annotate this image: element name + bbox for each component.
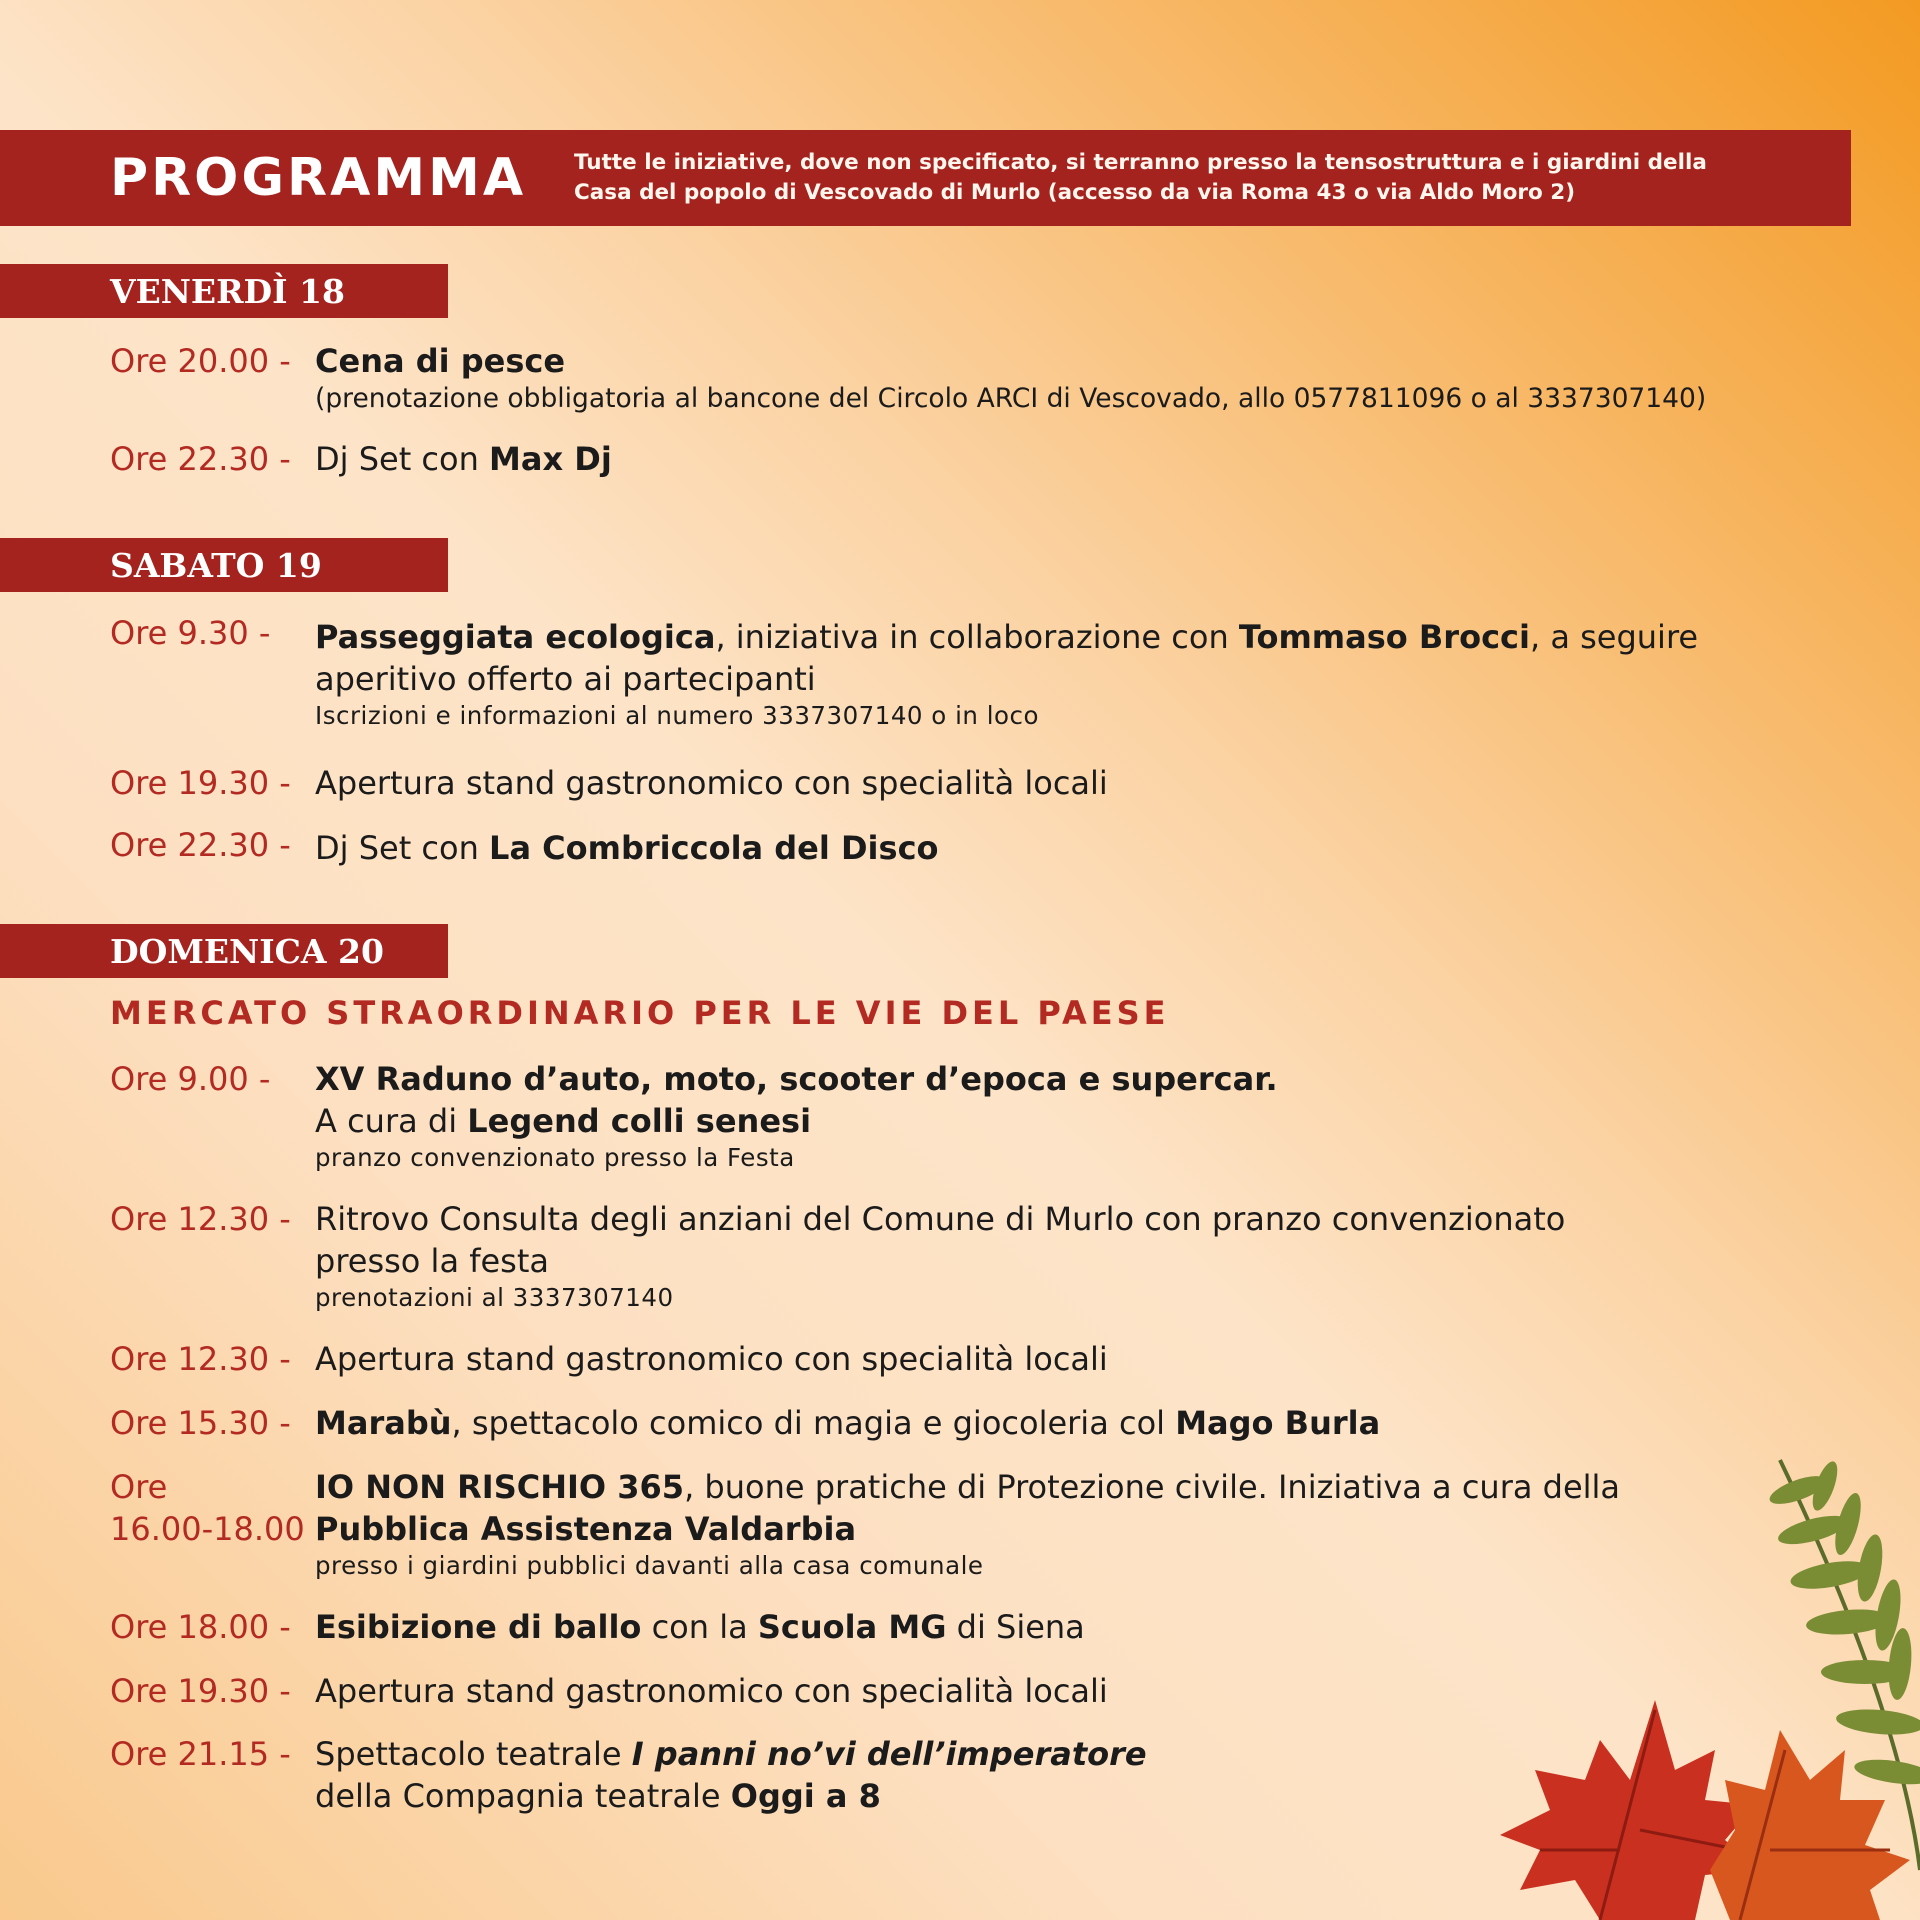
autumn-leaves-illustration	[1480, 1450, 1920, 1920]
event-note: prenotazioni al 3337307140	[315, 1283, 674, 1312]
event-guest: Pubblica Assistenza Valdarbia	[315, 1510, 857, 1548]
event-text: aperitivo offerto ai partecipanti	[315, 660, 816, 698]
event-text: di Siena	[946, 1608, 1085, 1646]
day-title: DOMENICA 20	[110, 931, 384, 971]
event-time: Ore 19.30 -	[110, 1672, 291, 1710]
day-title: SABATO 19	[110, 545, 322, 585]
event-text: Apertura stand gastronomico con specialità locali	[315, 764, 1108, 802]
event-title: Cena di pesce	[315, 342, 566, 380]
event-text: con la	[641, 1608, 758, 1646]
event-text: , a seguire	[1529, 618, 1699, 656]
header-note: Tutte le iniziative, dove non specificato, si terranno presso la tensostruttura e i giardini della Casa del popolo di Vescovado di Murlo (accesso da via Roma 43 o via Aldo Moro 2)	[574, 150, 1707, 205]
day-header-saturday	[0, 538, 448, 592]
day-header-sunday	[0, 924, 448, 978]
maple-leaf-icon	[1710, 1730, 1910, 1920]
event-guest: Mago Burla	[1175, 1404, 1381, 1442]
event-time: Ore 12.30 -	[110, 1200, 291, 1238]
event-guest: Scuola MG	[757, 1608, 947, 1646]
event-time: Ore 21.15 -	[110, 1735, 291, 1773]
event-text: Apertura stand gastronomico con specialità locali	[315, 1672, 1108, 1710]
event-text: Apertura stand gastronomico con specialità locali	[315, 1340, 1108, 1378]
event-guest: La Combriccola del Disco	[489, 829, 939, 867]
event-time: Ore 19.30 -	[110, 764, 291, 802]
event-note: Iscrizioni e informazioni al numero 3337307140 o in loco	[315, 701, 1039, 730]
day-header-friday	[0, 264, 448, 318]
event-time: Ore 22.30 -	[110, 826, 291, 864]
event-text: Spettacolo teatrale	[315, 1735, 632, 1773]
day-title: VENERDÌ 18	[110, 271, 345, 311]
event-show-title: I panni no’vi dell’imperatore	[631, 1735, 1147, 1773]
event-guest: Tommaso Brocci	[1238, 618, 1530, 656]
event-text: A cura di	[315, 1102, 468, 1140]
event-guest: Oggi a 8	[730, 1777, 881, 1815]
event-time: Ore 20.00 -	[110, 342, 291, 380]
event-text: Dj Set con	[315, 829, 490, 867]
event-text: Ritrovo Consulta degli anziani del Comune di Murlo con pranzo convenzionato	[315, 1200, 1566, 1238]
event-time: Ore 22.30 -	[110, 440, 291, 478]
header-band	[0, 130, 1851, 226]
event-time: Ore 18.00 -	[110, 1608, 291, 1646]
section-subtitle: MERCATO STRAORDINARIO PER LE VIE DEL PAESE	[110, 994, 1170, 1032]
event-text: , iniziativa in collaborazione con	[715, 618, 1239, 656]
event-time: Ore 12.30 -	[110, 1340, 291, 1378]
event-title: Passeggiata ecologica	[315, 618, 716, 656]
event-text: Dj Set con	[315, 440, 490, 478]
event-text: , spettacolo comico di magia e giocoleria col	[451, 1404, 1176, 1442]
event-note: presso i giardini pubblici davanti alla casa comunale	[315, 1551, 984, 1580]
event-text: presso la festa	[315, 1242, 549, 1280]
event-title: Esibizione di ballo	[315, 1608, 642, 1646]
event-guest: Max Dj	[489, 440, 612, 478]
event-text: , buone pratiche di Protezione civile. Iniziativa a cura della	[684, 1468, 1621, 1506]
page-title: PROGRAMMA	[110, 148, 527, 208]
event-note: (prenotazione obbligatoria al bancone del Circolo ARCI di Vescovado, allo 0577811096 o al 3337307140)	[315, 383, 1707, 414]
event-time: Ore 15.30 -	[110, 1404, 291, 1442]
event-text: della Compagnia teatrale	[315, 1777, 731, 1815]
event-title: XV Raduno d’auto, moto, scooter d’epoca e supercar.	[315, 1060, 1278, 1098]
event-time: Ore 16.00-18.00	[110, 1468, 305, 1548]
event-title: Marabù	[315, 1404, 452, 1442]
event-time: Ore 9.00 -	[110, 1060, 271, 1098]
event-title: IO NON RISCHIO 365	[315, 1468, 685, 1506]
event-note: pranzo convenzionato presso la Festa	[315, 1143, 795, 1172]
event-time: Ore 9.30 -	[110, 614, 271, 652]
event-guest: Legend colli senesi	[467, 1102, 812, 1140]
